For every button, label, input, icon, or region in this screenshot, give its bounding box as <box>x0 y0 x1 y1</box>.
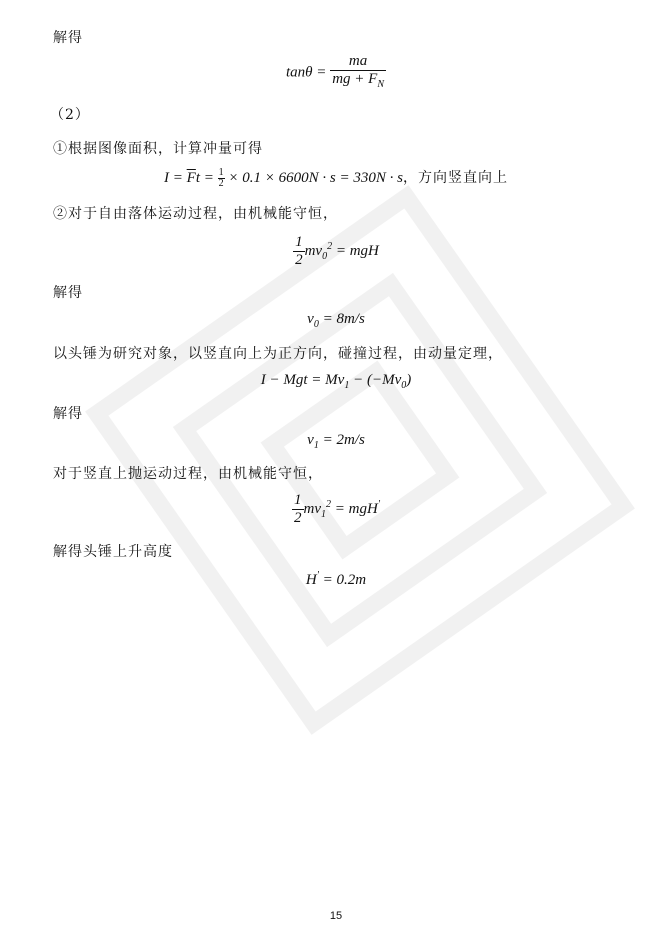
equation-energy-1: $\frac{1}{2}$ $mv_0^2$ = mgH <box>295 234 379 268</box>
eq-tan-numerator: ma <box>330 53 386 71</box>
text-line-3: ①根据图像面积，计算冲量可得 <box>53 141 263 157</box>
text-line-6: 以头锤为研究对象，以竖直向上为正方向，碰撞过程，由动量定理， <box>53 346 503 362</box>
text-line-8: 对于竖直上抛运动过程，由机械能守恒， <box>53 466 323 482</box>
eq-tan-lhs: tanθ = <box>286 64 327 81</box>
text-line-5: 解得 <box>53 285 83 301</box>
equation-momentum: I − Mgt = $Mv_1 - (-Mv_0)$ <box>260 372 412 391</box>
text-line-1: 解得 <box>53 30 83 46</box>
equation-impulse: $I = \overline{F}t$ = $\frac{1}{2}$ × 0.1 × 6600N · s = 330N · s，方向竖直向上 <box>164 167 508 190</box>
eq-tan-denominator: mg + $F_N$ <box>332 71 384 90</box>
text-line-7: 解得 <box>53 406 83 422</box>
eq-average-force: $\overline{F}$ <box>186 170 196 186</box>
eq-energy2-fraction: $\frac{1}{2}$ <box>294 492 302 526</box>
eq-half-fraction: $\frac{1}{2}$ <box>218 167 224 190</box>
eq-tan-fraction <box>330 53 386 93</box>
equation-v1: $v_1 = 2m/s$ <box>307 432 365 451</box>
equation-energy-2: $\frac{1}{2}$ $mv_1^2 = mgH'$ <box>294 492 380 526</box>
text-line-9: 解得头锤上升高度 <box>53 544 173 560</box>
equation-v0: $v_0 = 8m/s$ <box>307 311 365 330</box>
page-number: 15 <box>329 910 343 922</box>
text-line-4: ②对于自由落体运动过程，由机械能守恒， <box>53 206 338 222</box>
eq-energy1-fraction: $\frac{1}{2}$ <box>295 234 303 268</box>
part-label-2: （2） <box>50 107 90 123</box>
eq-direction-text: ，方向竖直向上 <box>402 170 508 186</box>
equation-height: H' = 0.2m <box>305 570 367 588</box>
equation-tan-theta <box>0 53 672 93</box>
